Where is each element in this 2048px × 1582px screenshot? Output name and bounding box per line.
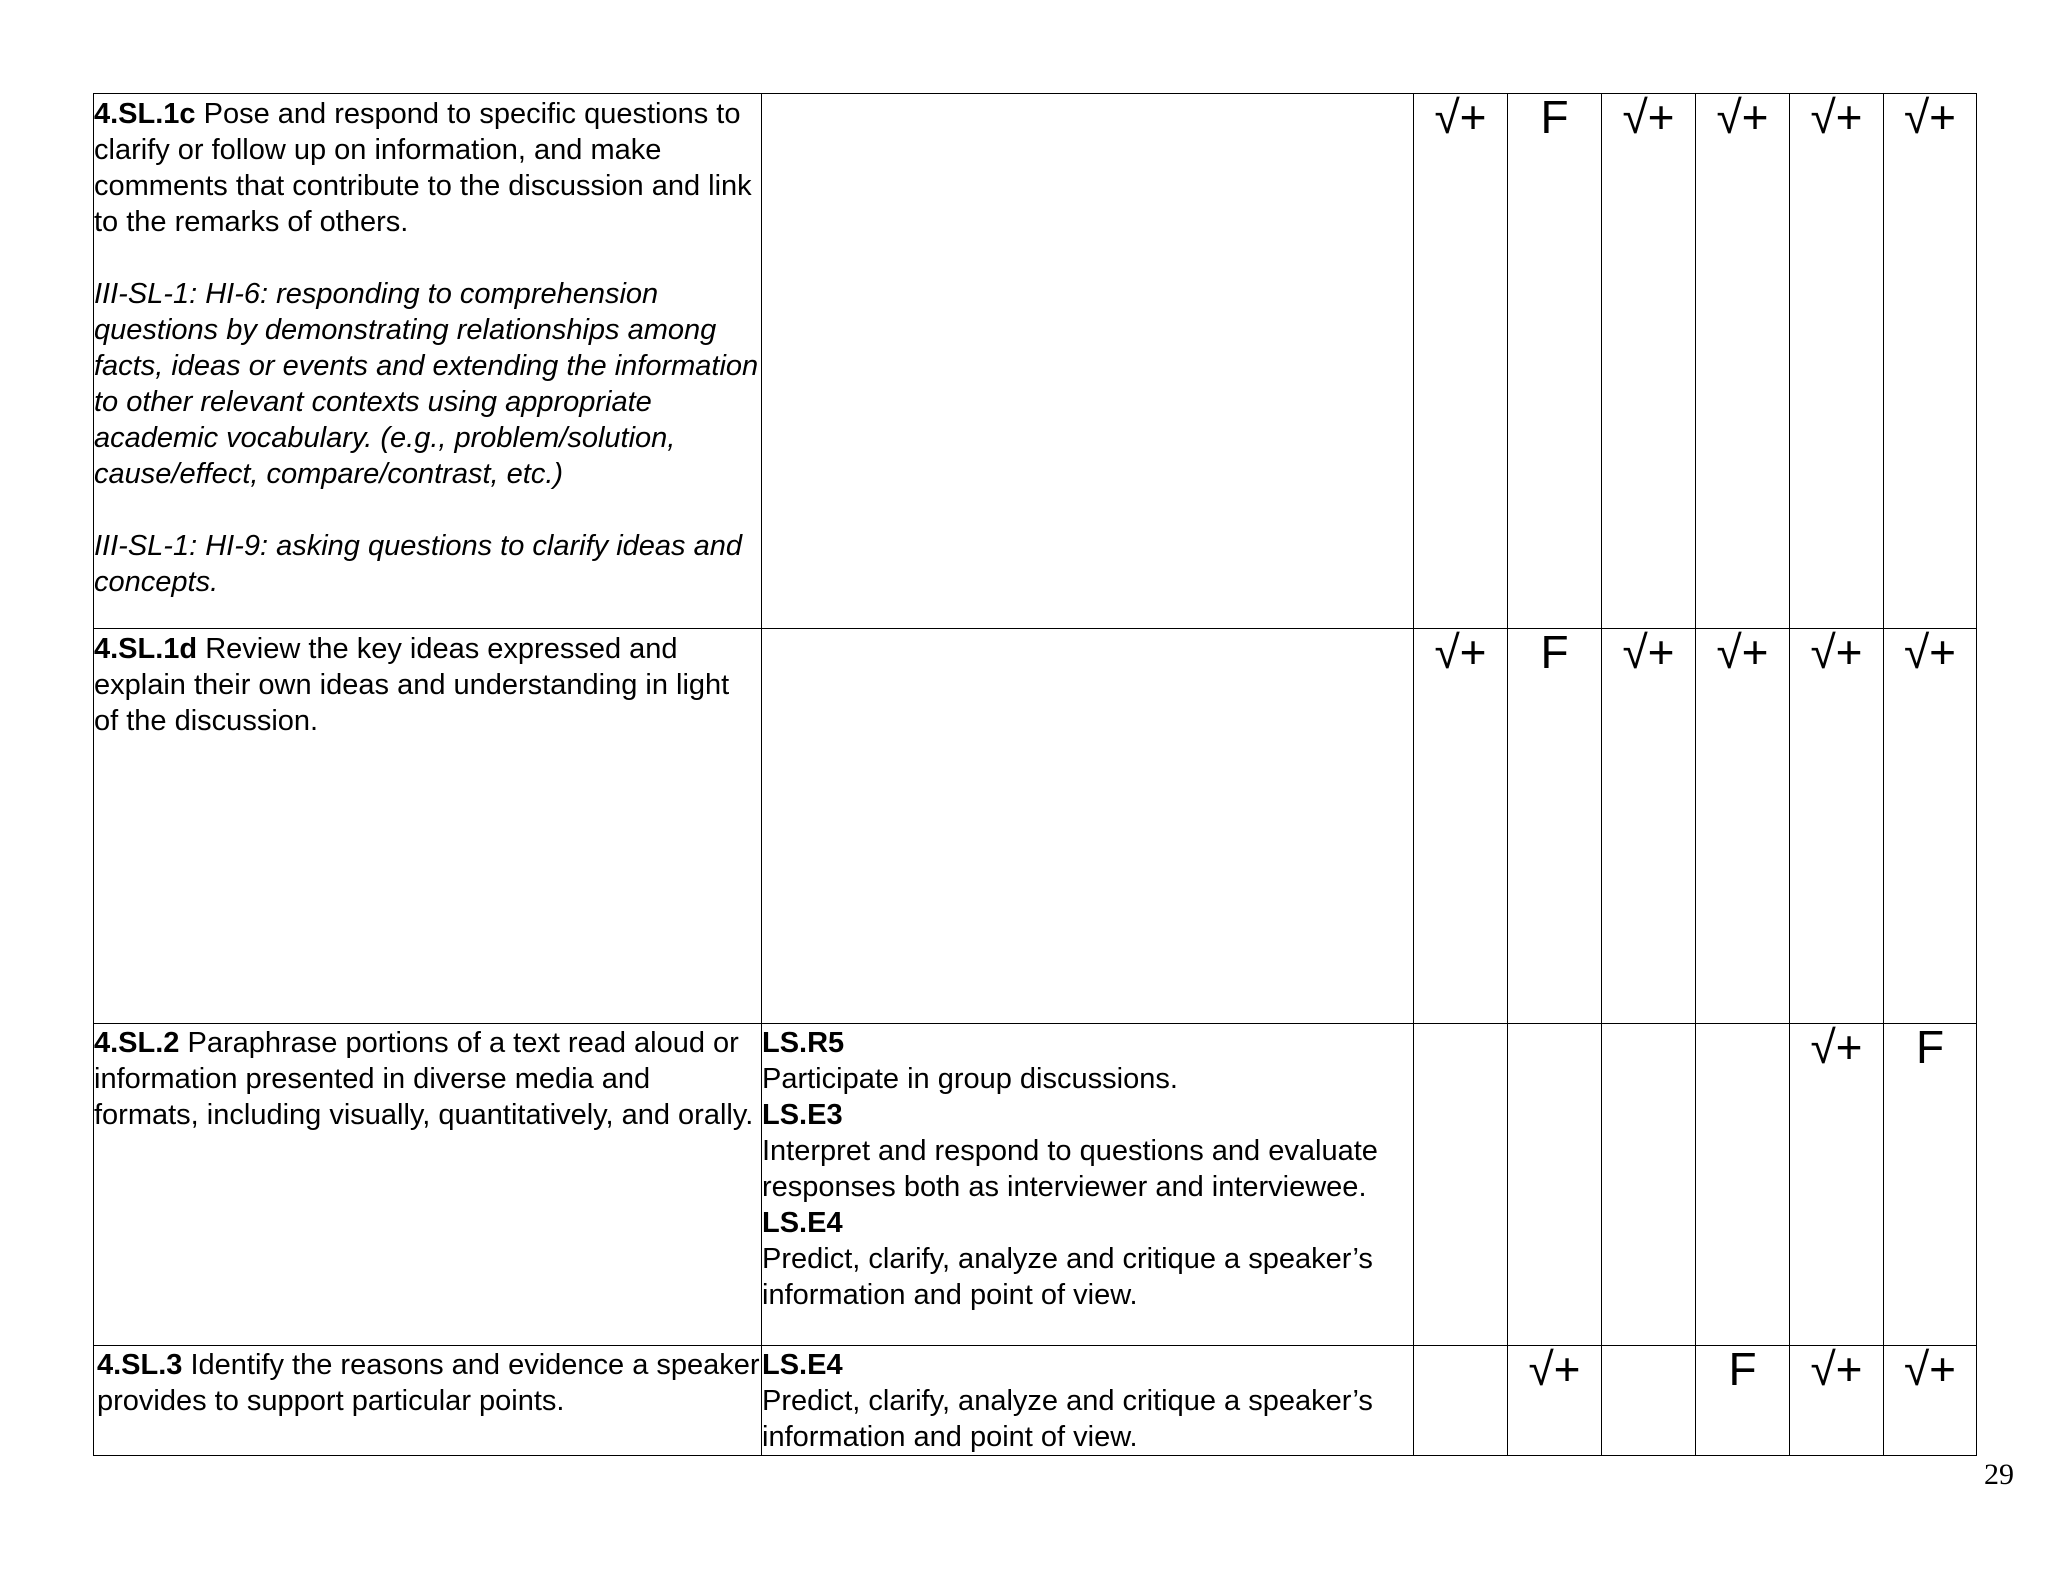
mark-cell: √+ — [1602, 629, 1696, 1024]
mark-cell: √+ — [1884, 94, 1977, 629]
mark-cell — [1602, 1024, 1696, 1346]
mark-cell: √+ — [1696, 94, 1790, 629]
mark-cell: √+ — [1508, 1346, 1602, 1456]
reference-text: Interpret and respond to questions and evaluate responses both as interviewer and interviewee. — [762, 1135, 1378, 1203]
standard-cell — [94, 1346, 762, 1456]
mark-cell: √+ — [1414, 94, 1508, 629]
mark-cell: √+ — [1884, 1346, 1977, 1456]
mark-cell: √+ — [1884, 629, 1977, 1024]
reference-code: LS.E4 — [762, 1207, 843, 1239]
mark-cell: F — [1696, 1346, 1790, 1456]
reference-code: LS.E3 — [762, 1099, 843, 1131]
page-number: 29 — [1984, 1458, 2014, 1491]
mark-cell: √+ — [1790, 94, 1884, 629]
table-row — [94, 1024, 1977, 1346]
mark-cell: F — [1884, 1024, 1977, 1346]
standard-cell — [94, 1024, 762, 1346]
standards-table — [93, 93, 1977, 1456]
reference-cell — [762, 94, 1414, 629]
mark-cell — [1414, 1346, 1508, 1456]
mark-cell: √+ — [1790, 1024, 1884, 1346]
mark-cell — [1414, 1024, 1508, 1346]
table-row — [94, 629, 1977, 1024]
state-standard-note: III-SL-1: HI-9: asking questions to clarify ideas and concepts. — [94, 530, 742, 598]
reference-code: LS.E4 — [762, 1349, 843, 1381]
reference-text: Predict, clarify, analyze and critique a speaker’s information and point of view. — [762, 1243, 1373, 1311]
reference-text: Predict, clarify, analyze and critique a speaker’s information and point of view. — [762, 1385, 1373, 1453]
table-row — [94, 94, 1977, 629]
mark-cell: √+ — [1602, 94, 1696, 629]
standard-text: 4.SL.3 Identify the reasons and evidence a speaker provides to support particular points. — [97, 1349, 760, 1417]
standard-cell — [94, 629, 762, 1024]
standard-code: 4.SL.2 — [94, 1027, 180, 1059]
mark-cell — [1602, 1346, 1696, 1456]
mark-cell: √+ — [1414, 629, 1508, 1024]
standard-text: 4.SL.2 Paraphrase portions of a text read aloud or information presented in diverse media and formats, including visually, quantitatively, and orally. — [94, 1027, 754, 1131]
reference-code: LS.R5 — [762, 1027, 845, 1059]
mark-cell: √+ — [1696, 629, 1790, 1024]
standard-code: 4.SL.1d — [94, 633, 198, 665]
reference-cell — [762, 1346, 1414, 1456]
state-standard-note: III-SL-1: HI-6: responding to comprehension questions by demonstrating relationships among facts, ideas or events and extending the information to other relevant contexts using appropriate academic vocabulary. (e.g., problem/solution, cause/effect, compare/contrast, etc.) — [94, 278, 759, 490]
table-row — [94, 1346, 1977, 1456]
standard-text: 4.SL.1d Review the key ideas expressed and explain their own ideas and understanding in light of the discussion. — [94, 633, 730, 737]
standard-cell — [94, 94, 762, 629]
reference-cell — [762, 629, 1414, 1024]
reference-cell — [762, 1024, 1414, 1346]
mark-cell: F — [1508, 94, 1602, 629]
standard-text: 4.SL.1c Pose and respond to specific questions to clarify or follow up on information, and make comments that contribute to the discussion and link to the remarks of others. — [94, 98, 752, 238]
mark-cell — [1508, 1024, 1602, 1346]
reference-text: Participate in group discussions. — [762, 1063, 1178, 1095]
mark-cell: √+ — [1790, 1346, 1884, 1456]
mark-cell: √+ — [1790, 629, 1884, 1024]
standard-code: 4.SL.3 — [97, 1349, 183, 1381]
mark-cell: F — [1508, 629, 1602, 1024]
mark-cell — [1696, 1024, 1790, 1346]
standard-code: 4.SL.1c — [94, 98, 196, 130]
